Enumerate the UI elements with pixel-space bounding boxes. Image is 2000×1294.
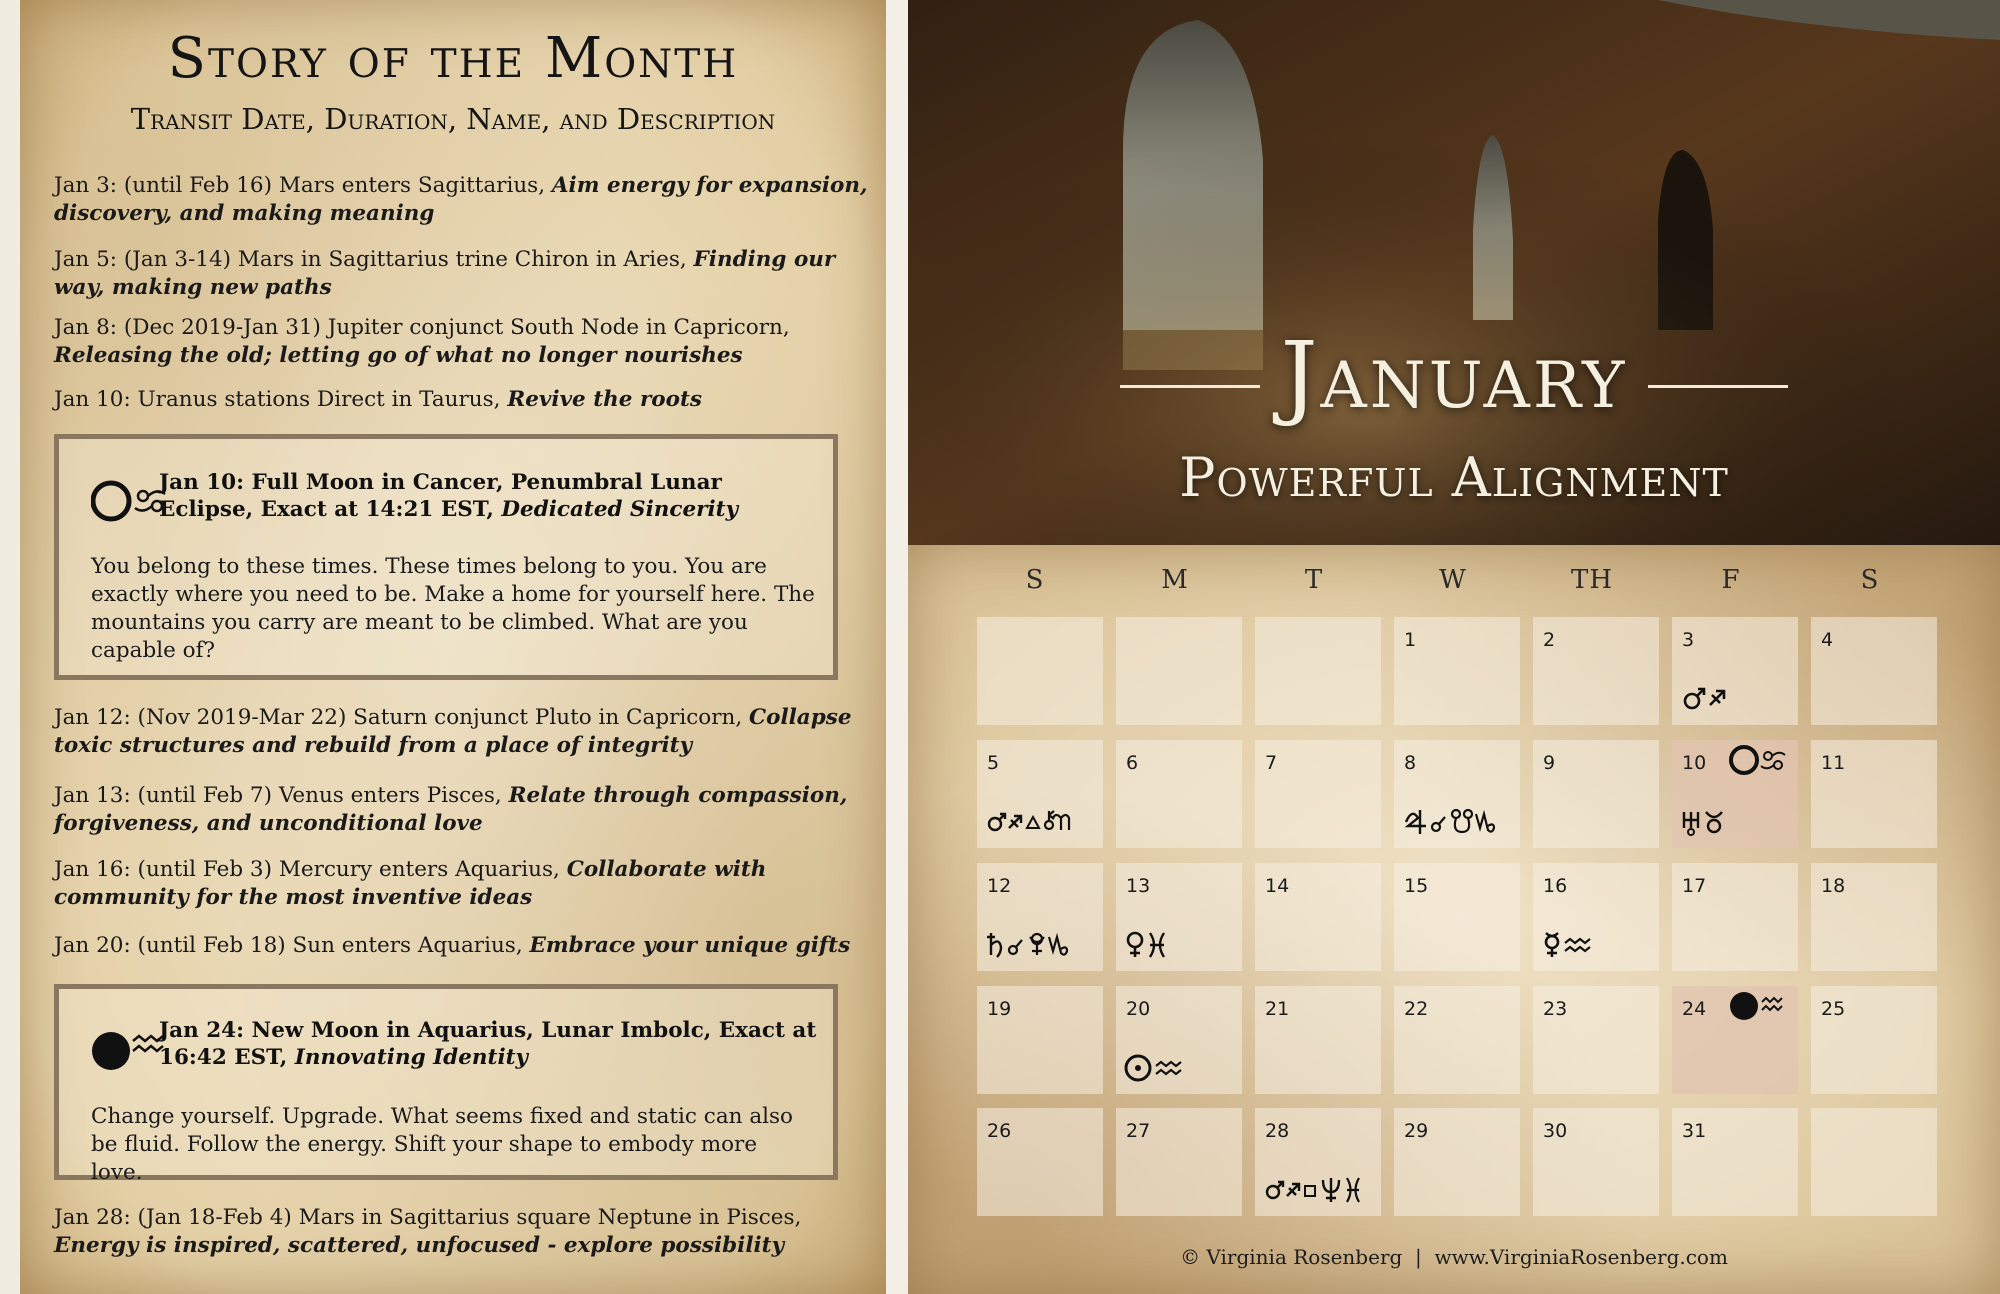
day-number: 25 <box>1821 998 1846 1020</box>
entry-theme: Relate through compassion, forgiveness, and unconditional love <box>54 783 848 836</box>
day-number: 12 <box>987 875 1012 897</box>
full-moon-box <box>54 434 838 680</box>
day-number: 14 <box>1265 875 1290 897</box>
day-number: 17 <box>1682 875 1707 897</box>
entry-theme: Aim energy for expansion, discovery, and making meaning <box>54 173 868 226</box>
weekday-header: W <box>1439 565 1467 595</box>
calendar-day-18 <box>1811 863 1937 971</box>
transit-entry <box>54 932 884 960</box>
new-moon-theme: Innovating Identity <box>294 1045 529 1070</box>
calendar-day-15 <box>1394 863 1520 971</box>
day-number: 24 <box>1682 998 1707 1020</box>
footer-separator: | <box>1415 1245 1422 1269</box>
calendar-day-7 <box>1255 740 1381 848</box>
calendar-day-25 <box>1811 986 1937 1094</box>
full-moon-heading-text: Jan 10: Full Moon in Cancer, Penumbral Lunar Eclipse, Exact at 14:21 EST, <box>159 470 722 522</box>
ruins-photo <box>908 0 2000 545</box>
calendar-grid <box>908 545 2000 1294</box>
transit-entry <box>54 386 884 414</box>
calendar-empty-cell <box>1116 617 1242 725</box>
calendar-day-31 <box>1672 1108 1798 1216</box>
calendar-day-29 <box>1394 1108 1520 1216</box>
day-number: 16 <box>1543 875 1568 897</box>
uranus-taurus-icon <box>1680 806 1726 838</box>
day-number: 21 <box>1265 998 1290 1020</box>
day-number: 4 <box>1821 629 1834 651</box>
entry-theme: Releasing the old; letting go of what no longer nourishes <box>54 343 743 368</box>
transit-entry <box>54 314 884 370</box>
entry-text: Jan 20: (until Feb 18) Sun enters Aquarius, <box>54 933 530 958</box>
calendar-day-14 <box>1255 863 1381 971</box>
calendar-day-19 <box>977 986 1103 1094</box>
page-subtitle: Transit Date, Duration, Name, and Description <box>130 102 776 136</box>
calendar-day-28 <box>1255 1108 1381 1216</box>
transit-entry <box>54 246 884 302</box>
day-number: 30 <box>1543 1120 1568 1142</box>
day-number: 10 <box>1682 752 1707 774</box>
calendar-day-8 <box>1394 740 1520 848</box>
entry-text: Jan 3: (until Feb 16) Mars enters Sagittarius, <box>54 173 552 198</box>
calendar-day-3 <box>1672 617 1798 725</box>
calendar-day-2 <box>1533 617 1659 725</box>
sun-aquarius-icon <box>1124 1052 1188 1084</box>
calendar-day-21 <box>1255 986 1381 1094</box>
calendar-day-10 <box>1672 740 1798 848</box>
transit-entry <box>54 704 884 760</box>
day-number: 29 <box>1404 1120 1429 1142</box>
day-number: 2 <box>1543 629 1556 651</box>
entry-text: Jan 5: (Jan 3-14) Mars in Sagittarius trine Chiron in Aries, <box>54 247 694 272</box>
weekday-header: F <box>1721 565 1741 595</box>
day-number: 3 <box>1682 629 1695 651</box>
story-page <box>20 0 886 1294</box>
calendar-page <box>908 0 2000 1294</box>
calendar-day-17 <box>1672 863 1798 971</box>
copyright-text: © Virginia Rosenberg <box>1180 1245 1403 1269</box>
transit-entry <box>54 856 884 912</box>
day-number: 6 <box>1126 752 1139 774</box>
transit-entry <box>54 172 884 228</box>
full-moon-heading <box>159 469 823 523</box>
calendar-day-12 <box>977 863 1103 971</box>
page-title: Story of the Month <box>167 26 739 91</box>
day-number: 1 <box>1404 629 1417 651</box>
calendar-empty-cell <box>1811 1108 1937 1216</box>
calendar-empty-cell <box>977 617 1103 725</box>
new-moon-heading <box>159 1017 823 1071</box>
day-number: 7 <box>1265 752 1278 774</box>
calendar-day-23 <box>1533 986 1659 1094</box>
day-number: 9 <box>1543 752 1556 774</box>
weekday-header: T <box>1304 565 1324 595</box>
calendar-day-22 <box>1394 986 1520 1094</box>
entry-theme: Embrace your unique gifts <box>529 933 851 958</box>
day-number: 28 <box>1265 1120 1290 1142</box>
weekday-header: S <box>1860 565 1880 595</box>
calendar-day-30 <box>1533 1108 1659 1216</box>
calendar-day-6 <box>1116 740 1242 848</box>
day-number: 20 <box>1126 998 1151 1020</box>
calendar-empty-cell <box>1255 617 1381 725</box>
day-number: 23 <box>1543 998 1568 1020</box>
full-moon-cancer-icon <box>1728 744 1790 778</box>
entry-theme: Collapse toxic structures and rebuild from a place of integrity <box>54 705 852 758</box>
mars-sagittarius-trine-chiron-aries-icon <box>985 806 1073 838</box>
day-number: 8 <box>1404 752 1417 774</box>
weekday-header: TH <box>1570 565 1613 595</box>
jupiter-conjunct-south-node-capricorn-icon <box>1402 806 1496 838</box>
day-number: 18 <box>1821 875 1846 897</box>
month-title: January <box>1280 322 1628 429</box>
day-number: 31 <box>1682 1120 1707 1142</box>
entry-theme: Revive the roots <box>507 387 702 412</box>
day-number: 26 <box>987 1120 1012 1142</box>
calendar-day-1 <box>1394 617 1520 725</box>
calendar-day-24 <box>1672 986 1798 1094</box>
saturn-conjunct-pluto-capricorn-icon <box>985 929 1069 961</box>
entry-text: Jan 10: Uranus stations Direct in Taurus, <box>54 387 508 412</box>
entry-text: Jan 16: (until Feb 3) Mercury enters Aquarius, <box>54 857 567 882</box>
calendar-day-4 <box>1811 617 1937 725</box>
venus-pisces-icon <box>1124 929 1168 961</box>
day-number: 13 <box>1126 875 1151 897</box>
day-number: 27 <box>1126 1120 1151 1142</box>
month-tagline: Powerful Alignment <box>1179 446 1729 509</box>
footer-credit <box>908 1245 2000 1269</box>
transit-entry <box>54 1204 884 1260</box>
full-moon-description: You belong to these times. These times belong to you. You are exactly where you need to be. Make a home for yourself here. The mountains you carry are meant to be climbed. What are you capable of? <box>91 554 815 663</box>
website-link[interactable]: www.VirginiaRosenberg.com <box>1434 1245 1728 1269</box>
calendar-day-16 <box>1533 863 1659 971</box>
entry-theme: Energy is inspired, scattered, unfocused - explore possibility <box>54 1233 785 1258</box>
entry-text: Jan 13: (until Feb 7) Venus enters Pisces, <box>54 783 509 808</box>
weekday-header: S <box>1025 565 1045 595</box>
mars-sagittarius-icon <box>1680 683 1728 715</box>
entry-theme: Collaborate with community for the most inventive ideas <box>54 857 767 910</box>
calendar-day-13 <box>1116 863 1242 971</box>
calendar-day-11 <box>1811 740 1937 848</box>
calendar-day-5 <box>977 740 1103 848</box>
day-number: 11 <box>1821 752 1846 774</box>
entry-text: Jan 28: (Jan 18-Feb 4) Mars in Sagittarius square Neptune in Pisces, <box>54 1205 802 1230</box>
calendar-day-20 <box>1116 986 1242 1094</box>
entry-text: Jan 12: (Nov 2019-Mar 22) Saturn conjunct Pluto in Capricorn, <box>54 705 750 730</box>
new-moon-heading-text: Jan 24: New Moon in Aquarius, Lunar Imbolc, Exact at 16:42 EST, <box>159 1018 817 1070</box>
entry-theme: Finding our way, making new paths <box>54 247 836 300</box>
calendar-day-9 <box>1533 740 1659 848</box>
calendar-day-26 <box>977 1108 1103 1216</box>
calendar-day-27 <box>1116 1108 1242 1216</box>
day-number: 19 <box>987 998 1012 1020</box>
new-moon-description: Change yourself. Upgrade. What seems fixed and static can also be fluid. Follow the energy. Shift your shape to embody more love. <box>91 1104 794 1185</box>
day-number: 5 <box>987 752 1000 774</box>
new-moon-aquarius-icon <box>1728 990 1790 1024</box>
transit-entry <box>54 782 884 838</box>
mercury-aquarius-icon <box>1541 929 1597 961</box>
new-moon-box <box>54 984 838 1185</box>
entry-text: Jan 8: (Dec 2019-Jan 31) Jupiter conjunct South Node in Capricorn, <box>54 315 790 340</box>
full-moon-theme: Dedicated Sincerity <box>501 497 739 522</box>
weekday-header: M <box>1161 565 1189 595</box>
day-number: 22 <box>1404 998 1429 1020</box>
page-gutter <box>886 0 908 1294</box>
mars-sagittarius-square-neptune-pisces-icon <box>1263 1174 1363 1206</box>
day-number: 15 <box>1404 875 1429 897</box>
